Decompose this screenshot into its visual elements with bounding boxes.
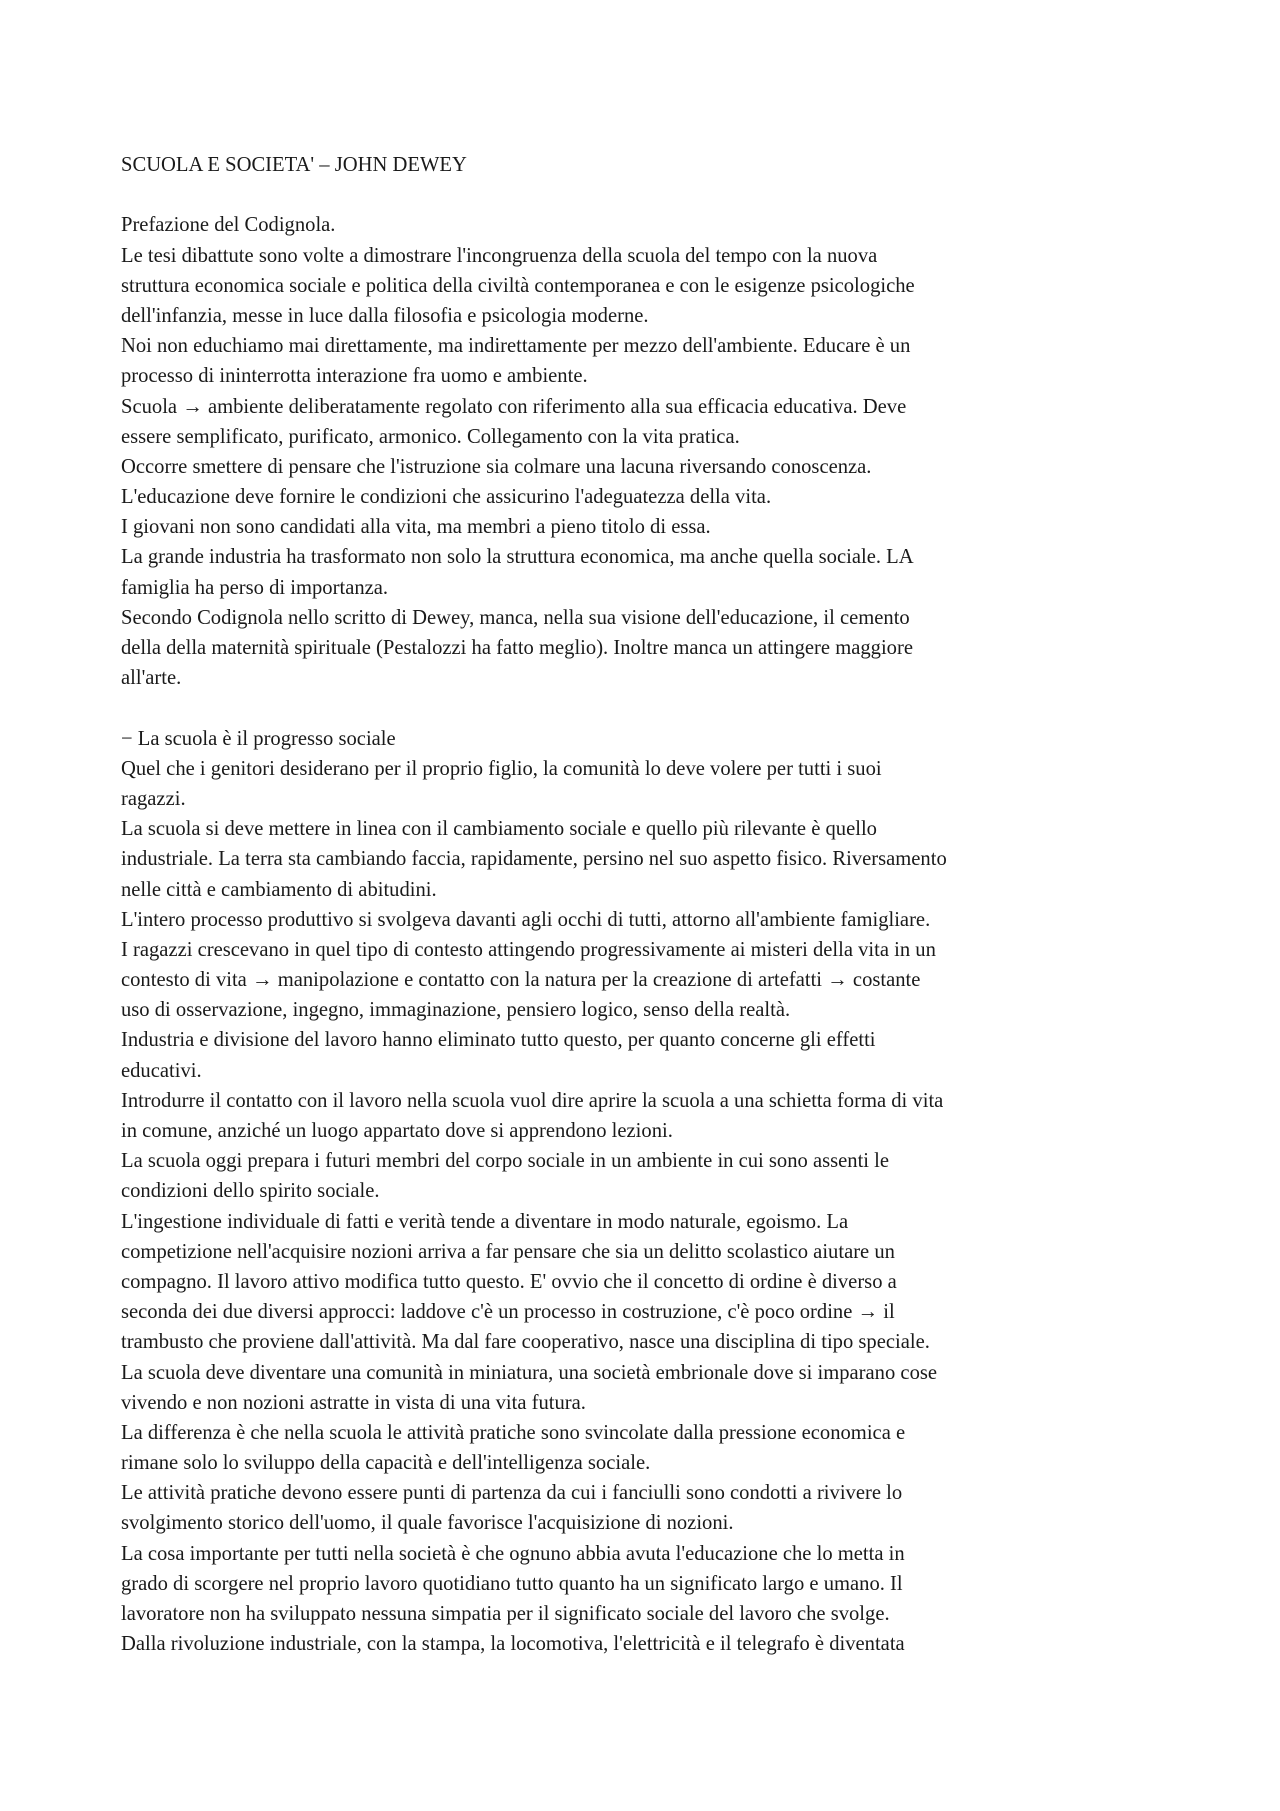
text-line: competizione nell'acquisire nozioni arriva a far pensare che sia un delitto scolastico aiutare un [121, 1240, 895, 1263]
section-school-social-progress [121, 724, 1121, 1660]
text-line: L'intero processo produttivo si svolgeva davanti agli occhi di tutti, attorno all'ambiente famigliare. [121, 908, 931, 931]
text-line: La scuola oggi prepara i futuri membri del corpo sociale in un ambiente in cui sono assenti le [121, 1150, 890, 1173]
text-line: contesto di vita → manipolazione e contatto con la natura per la creazione di artefatti → costante [121, 969, 921, 992]
text-line: compagno. Il lavoro attivo modifica tutto questo. E' ovvio che il concetto di ordine è diverso a [121, 1270, 897, 1293]
text-line: Occorre smettere di pensare che l'istruzione sia colmare una lacuna riversando conoscenza. [121, 455, 872, 478]
text-line: svolgimento storico dell'uomo, il quale favorisce l'acquisizione di nozioni. [121, 1512, 734, 1535]
text-line: Dalla rivoluzione industriale, con la stampa, la locomotiva, l'elettricità e il telegrafo è diventata [121, 1633, 905, 1656]
text-line: Le tesi dibattute sono volte a dimostrare l'incongruenza della scuola del tempo con la nuova [121, 244, 878, 267]
text-line: L'educazione deve fornire le condizioni che assicurino l'adeguatezza della vita. [121, 486, 772, 509]
text-line: I ragazzi crescevano in quel tipo di contesto attingendo progressivamente ai misteri della vita in un [121, 938, 936, 961]
text-line: in comune, anziché un luogo appartato dove si apprendono lezioni. [121, 1120, 673, 1142]
text-line: I giovani non sono candidati alla vita, ma membri a pieno titolo di essa. [121, 516, 711, 539]
text-line: vivendo e non nozioni astratte in vista di una vita futura. [121, 1391, 586, 1414]
text-line: all'arte. [121, 667, 182, 690]
text-line: nelle città e cambiamento di abitudini. [121, 878, 437, 901]
text-line: rimane solo lo sviluppo della capacità e dell'intelligenza sociale. [121, 1452, 651, 1475]
text-line: ragazzi. [121, 787, 186, 810]
text-line: lavoratore non ha sviluppato nessuna simpatia per il significato sociale del lavoro che svolge. [121, 1603, 890, 1625]
text-line: Secondo Codignola nello scritto di Dewey, manca, nella sua visione dell'educazione, il cemento [121, 606, 910, 629]
text-line: La cosa importante per tutti nella società è che ognuno abbia avuta l'educazione che lo metta in [121, 1542, 905, 1565]
blank-line [121, 180, 1121, 210]
section-heading: − La scuola è il progresso sociale [121, 727, 396, 750]
text-line: industriale. La terra sta cambiando faccia, rapidamente, persino nel suo aspetto fisico. Riversamento [121, 848, 947, 871]
text-line: famiglia ha perso di importanza. [121, 576, 389, 599]
text-line: trambusto che proviene dall'attività. Ma dal fare cooperativo, nasce una disciplina di tipo speciale. [121, 1331, 930, 1354]
text-line: dell'infanzia, messe in luce dalla filosofia e psicologia moderne. [121, 304, 649, 327]
document-body [121, 150, 1121, 1659]
text-line: Introdurre il contatto con il lavoro nella scuola vuol dire aprire la scuola a una schietta forma di vita [121, 1089, 944, 1112]
text-line: Quel che i genitori desiderano per il proprio figlio, la comunità lo deve volere per tutti i suoi [121, 757, 882, 780]
text-line: della della maternità spirituale (Pestalozzi ha fatto meglio). Inoltre manca un attingere maggiore [121, 637, 913, 659]
text-line: L'ingestione individuale di fatti e verità tende a diventare in modo naturale, egoismo. La [121, 1210, 849, 1233]
text-line: Noi non educhiamo mai direttamente, ma indirettamente per mezzo dell'ambiente. Educare è un [121, 335, 911, 358]
text-line: Prefazione del Codignola. [121, 214, 336, 237]
text-line: seconda dei due diversi approcci: laddove c'è un processo in costruzione, c'è poco ordine → il [121, 1301, 895, 1324]
blank-line [121, 693, 1121, 723]
text-line: La differenza è che nella scuola le attività pratiche sono svincolate dalla pressione economica e [121, 1421, 906, 1444]
text-line: La grande industria ha trasformato non solo la struttura economica, ma anche quella sociale. LA [121, 546, 914, 569]
text-line: uso di osservazione, ingegno, immaginazione, pensiero logico, senso della realtà. [121, 999, 791, 1022]
text-line: processo di ininterrotta interazione fra uomo e ambiente. [121, 365, 588, 388]
text-line: educativi. [121, 1059, 202, 1082]
text-line: essere semplificato, purificato, armonico. Collegamento con la vita pratica. [121, 425, 740, 448]
text-line: condizioni dello spirito sociale. [121, 1180, 380, 1203]
text-line: La scuola deve diventare una comunità in miniatura, una società embrionale dove si imparano cose [121, 1361, 938, 1384]
text-line: grado di scorgere nel proprio lavoro quotidiano tutto quanto ha un significato largo e umano. Il [121, 1572, 903, 1595]
document-title: SCUOLA E SOCIETA' – JOHN DEWEY [121, 154, 467, 176]
text-line: Scuola → ambiente deliberatamente regolato con riferimento alla sua efficacia educativa. Deve [121, 395, 907, 418]
text-line: La scuola si deve mettere in linea con il cambiamento sociale e quello più rilevante è quello [121, 818, 877, 841]
text-line: Le attività pratiche devono essere punti di partenza da cui i fanciulli sono condotti a rivivere lo [121, 1482, 903, 1505]
text-line: struttura economica sociale e politica della civiltà contemporanea e con le esigenze psicologiche [121, 274, 915, 297]
text-line: Industria e divisione del lavoro hanno eliminato tutto questo, per quanto concerne gli effetti [121, 1029, 876, 1052]
section-preface [121, 210, 1121, 693]
